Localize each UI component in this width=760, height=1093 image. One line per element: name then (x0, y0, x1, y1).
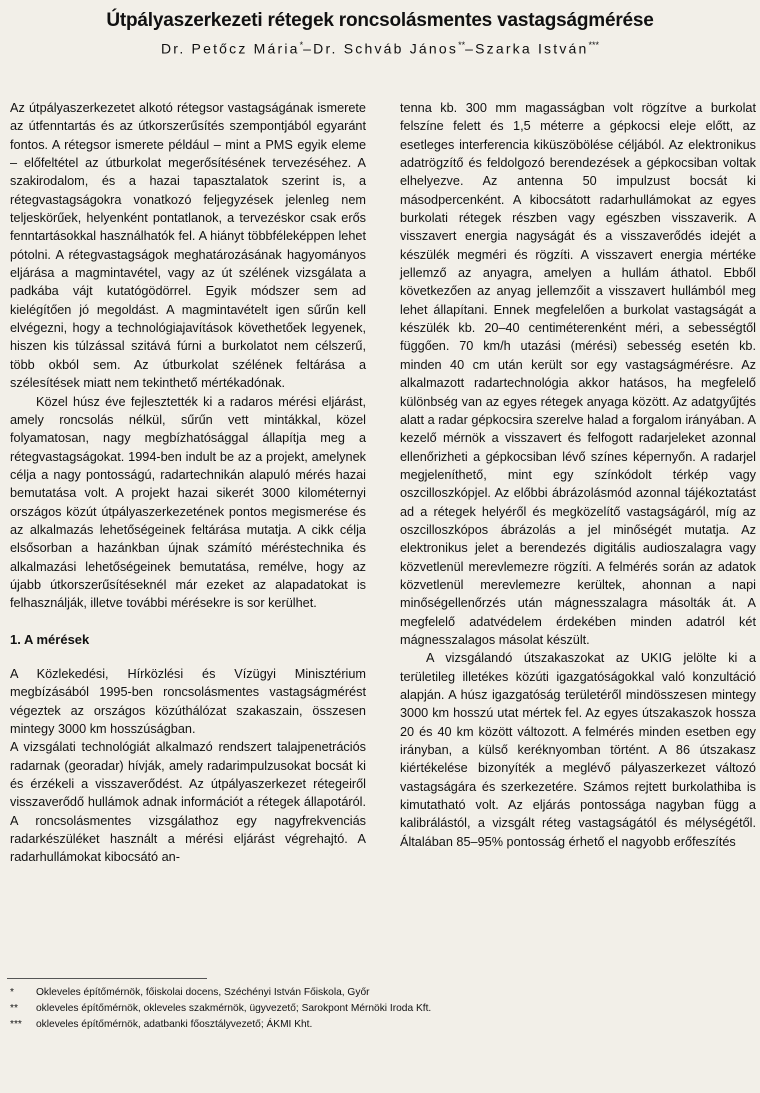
article-title: Útpályaszerkezeti rétegek roncsolásmentes vastagságmérése (106, 10, 654, 31)
paragraph: Közel húsz éve fejlesztették ki a radaros mérési eljárást, amely roncsolás nélkül, sűrűn vett mintákkal, közel folyamatosan, nagy megbízhatósággal állapítja meg a rétegvastagságokat. 1994-ben indult be az a projekt, amelynek célja a nagy pontosságú, radartechnikán alapuló mérés hazai bemutatása volt. A projekt hazai sikerét 3000 kilométernyi országos közút útpályaszerkezetének pontos megismerése és az alkalmazás lehetőségeinek feltárása mutatja. A cikk célja elsősorban a hazánkban újnak számító méréstechnika és alkalmazási lehetőségeinek bemutatása, remélve, hogy az újabb útkorszerűsítéseknél már ezeket az alapadatokat is felhasználják, illetve további mérésekre is sor kerülhet. (10, 394, 366, 611)
footnote-mark: * (10, 987, 14, 998)
footnote-marker-3: *** (588, 40, 600, 50)
paragraph: A vizsgálati technológiát alkalmazó rendszert talajpenetrációs radarnak (georadar) hívják, amely radarimpulzusokat bocsát ki és érzékeli a visszaverődést. Az útpályaszerkezet rétegeiről visszaverődő hullámok adnak információt a rétegek állapotáról. A roncsolásmentes vizsgálathoz egy nagyfrekvenciás radarkészüléket használt a mérési eljárást végrehajtó. A radarhullámokat kibocsátó an- (10, 740, 366, 865)
author-line (0, 40, 760, 57)
footnote (10, 1017, 750, 1033)
left-column (10, 99, 366, 867)
author-3: –Szarka István (465, 40, 589, 57)
author-2: –Dr. Schváb János (303, 40, 459, 57)
footnote-text: Okleveles építőmérnök, főiskolai docens, Széchényi István Főiskola, Győr (36, 987, 370, 998)
paragraph: A vizsgálandó útszakaszokat az UKIG jelölte ki a területileg illetékes közúti igazgatóságokkal való konzultáció alapján. A húsz igazgatóság területéről mindösszesen mintegy 3000 km hosszú utat mértek fel. Az egyes útszakaszok hossza 20 és 40 km között változott. A felmérés minden esetben egy irányban, a külső keréknyomban történt. A 86 útszakasz kiértékelése bizonyíték a meglévő pályaszerkezet változó vastagságára és szerkezetére. Számos rejtett burkolathiba is kimutatható volt. Az eljárás pontossága nagyban függ a kalibrálástól, a vizsgált réteg vastagságától és mélységétől. Általában 85–95% pontosság érhető el nagyobb erőfeszítés (400, 651, 756, 849)
footnote-text: okleveles építőmérnök, okleveles szakmérnök, ügyvezető; Sarokpont Mérnöki Iroda Kft. (36, 1003, 432, 1014)
footnote-marker-1: * (299, 40, 304, 50)
right-column (400, 99, 756, 851)
author-1: Dr. Petőcz Mária (160, 40, 300, 57)
paragraph: A Közlekedési, Hírközlési és Vízügyi Minisztérium megbízásából 1995-ben roncsolásmentes vastagságmérést végeztek az országos közúthálózat szakaszain, összesen mintegy 3000 km hosszúságban. (10, 666, 366, 736)
footnote-marker-2: ** (458, 40, 466, 50)
footnote-text: okleveles építőmérnök, adatbanki főosztályvezető; ÁKMI Kht. (36, 1019, 313, 1030)
footnotes (10, 985, 750, 1033)
footnote (10, 1001, 750, 1017)
section-heading: 1. A mérések (10, 631, 90, 647)
paragraph: tenna kb. 300 mm magasságban volt rögzítve a burkolat felszíne felett és 1,5 méterre a gépkocsi eleje előtt, az esetleges interferencia kiküszöbölése céljából. Az elektronikus adatrögzítő és feldolgozó berendezések a gépkocsiban voltak elhelyezve. Az antenna 50 impulzust bocsát ki másodpercenként. A kibocsátott radarhullámokat az egyes burkolati rétegek részben vagy egészben visszaverik. A visszavert energia nagyságát és a visszaverődés idejét a készülék megméri és rögzíti. A visszavert energia mértéke jellemző az anyagra, amelyen a hullám áthatol. Ebből következően az anyag jellemzőit a visszavert hullámból meg lehet állapítani. Ennek megfelelően a burkolat vastagságát a készülék kb. 20–40 centiméterenként méri, a sebességtől függően. 70 km/h utazási (mérési) sebesség esetén kb. minden 40 cm után került sor egy vastagságmérésre. Az alkalmazott radartechnológia akkor hatásos, ha megfelelő különbség van az egyes rétegek anyaga között. Az adatgyűjtés alatt a radar gépkocsira szerelve halad a forgalom irányában. A kezelő mérnök a visszavert és felfogott radarjeleket azonnal ellenőrizheti a gépkocsiban lévő színes képernyőn. A radarjel megjeleníthető, mint egy színkódolt térkép vagy oszcilloszkópjel. Az előbbi ábrázolásmód azonnal tájékoztatást ad a rétegek helyéről és megközelítő vastagságáról, míg az oszcilloszkópos ábrázolás a jel minőségét mutatja. Az elektronikus jelet a berendezés digitális audioszalagra vagy közvetlenül merevlemezre rögzíti. A felmérés során az adatok közvetlenül merevlemezre kerültek, ahonnan a napi minőségellenőrzés után mágnesszalagra másolták át. A megfelelő adatvédelem érdekében minden adatról két mágnesszalagos másolat készült. (400, 101, 756, 647)
footnote (10, 985, 750, 1001)
footnote-mark: ** (10, 1003, 18, 1014)
footnote-mark: *** (10, 1019, 22, 1030)
footnote-divider (7, 978, 207, 979)
paragraph: Az útpályaszerkezetet alkotó rétegsor vastagságának ismerete az útfenntartás és az útkorszerűsítés szempontjából egyaránt fontos. A rétegsor ismerete például – mint a PMS egyik eleme – előfeltétel az útburkolat megerősítésének tervezéséhez. A szakirodalom, és a hazai tapasztalatok szerint is, a rétegvastagságokra vonatkozó feljegyzések jelenleg nem teljeskörűek, helyenként pontatlanok, a tervezéskor csak erős fenntartásokkal használhatók fel. A hiányt többféleképpen lehet pótolni. A rétegvastagságok meghatározásának hagyományos eljárása a magmintavétel, vagy az út szélének vizsgálata a padkába vájt kutatógödörrel. Egyik módszer sem ad kielégítően jó megoldást. A magmintavételt igen sűrűn kell elvégezni, hogy a technológiajavítások követhetőek legyenek, hiszen kis túlzással szitává fúrni a burkolatot nem célszerű, több okból sem. Az útburkolat szélének feltárása a szélesítések miatt nem tekinthető mértékadónak. (10, 101, 366, 391)
